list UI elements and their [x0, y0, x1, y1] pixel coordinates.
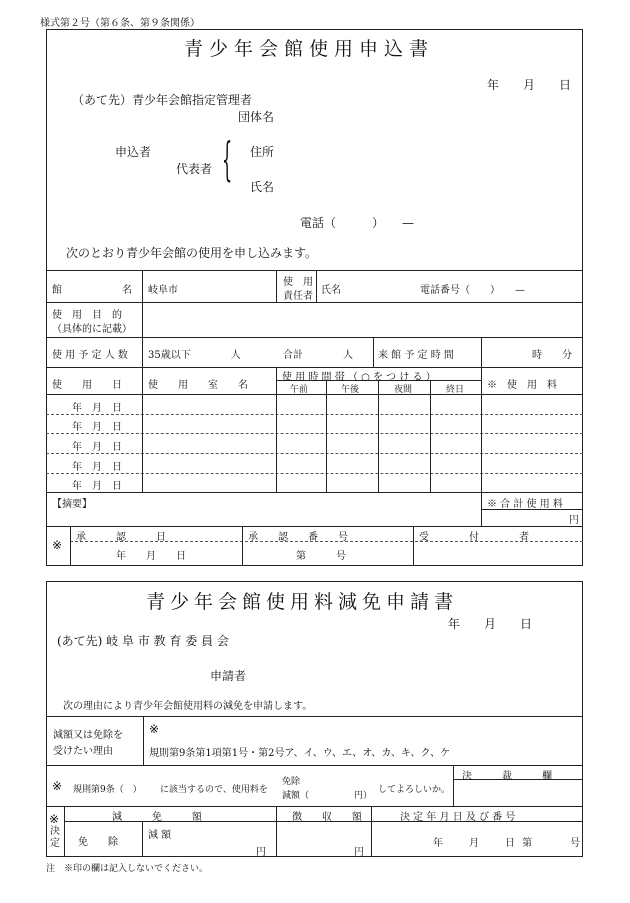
exemption-statement: 次の理由により青少年会館使用料の減免を申請します。 — [63, 701, 313, 712]
exemption-date: 年 月 日 — [448, 617, 533, 631]
exemption-label: 免 除 — [78, 837, 118, 848]
decision-date-value: 年 月 日 第 号 — [433, 838, 583, 849]
approval-date-value: 年 月 日 — [116, 551, 186, 562]
time-band-label: 使 用 時 間 帯 （ ○ を つ け る ） — [282, 372, 436, 383]
planned-count-label: 使 用 予 定 人 数 — [52, 350, 128, 361]
allday-label: 終日 — [446, 385, 465, 395]
date-row: 年 月 日 — [72, 442, 122, 453]
phone-label: 電話（ ） — — [300, 216, 415, 230]
clause-text: 規則第9条（ ） — [73, 785, 142, 795]
footnote: 注 ※印の欄は記入しないでください。 — [46, 864, 209, 874]
approval-mark: ※ — [52, 538, 63, 552]
application-form — [46, 29, 583, 566]
date-row: 年 月 日 — [72, 481, 122, 492]
approval-number-label: 承 認 番 号 — [248, 532, 348, 543]
exemption-addressee: (あて先) 岐 阜 市 教 育 委 員 会 — [57, 634, 229, 648]
decision-side-label: 決定 — [50, 826, 60, 849]
collected-yen: 円 — [354, 847, 364, 858]
org-name-label: 団体名 — [238, 110, 275, 124]
morning-label: 午前 — [290, 385, 309, 395]
manager-name-label: 氏名 — [321, 285, 341, 296]
fee-label: ※ 使 用 料 — [487, 380, 557, 391]
applicant-label: 申込者 — [115, 145, 152, 159]
reduction-yen: 円 — [256, 847, 266, 858]
hall-value: 岐阜市 — [148, 285, 178, 296]
reduction-label: 減 額 — [148, 830, 172, 841]
decision-date-label: 決 定 年 月 日 及 び 番 号 — [400, 812, 516, 823]
brace-icon: { — [222, 132, 233, 186]
date-row: 年 月 日 — [72, 403, 122, 414]
under35-count: 35歳以下 人 — [148, 350, 241, 361]
ok-text: してよろしいか。 — [378, 785, 451, 795]
reason-label-1: 減額又は免除を — [53, 730, 123, 741]
date-row: 年 月 日 — [72, 422, 122, 433]
hall-label: 館 名 — [52, 285, 132, 296]
name-label: 氏名 — [250, 180, 275, 194]
date-row: 年 月 日 — [72, 462, 122, 473]
received-by-label: 受 付 者 — [419, 532, 529, 543]
summary-label: 【摘要】 — [52, 499, 92, 510]
collected-amount-label: 徴 収 額 — [292, 812, 362, 823]
reason-text: 規則第9条第1項第1号・第2号ア、イ、ウ、エ、オ、カ、キ、ク、ケ — [149, 748, 451, 759]
exemption-applicant-label: 申請者 — [210, 669, 247, 683]
decision-mark: ※ — [49, 812, 60, 826]
room-label: 使 用 室 名 — [148, 380, 248, 391]
afternoon-label: 午後 — [341, 385, 360, 395]
form-number: 様式第２号（第６条、第９条関係） — [40, 18, 200, 29]
arrival-time-value: 時 分 — [532, 350, 572, 361]
application-title: 青少年会館使用申込書 — [184, 38, 435, 60]
reason-label-2: 受けたい理由 — [53, 746, 113, 757]
reason-mark: ※ — [149, 722, 160, 736]
total-fee-label: ※ 合 計 使 用 料 — [487, 499, 563, 510]
purpose-label: 使 用 目 的 — [52, 310, 122, 321]
reduce-word: 減額（ 円） — [282, 791, 373, 801]
purpose-sublabel: （具体的に記載） — [52, 324, 132, 335]
application-statement: 次のとおり青少年会館の使用を申し込みます。 — [66, 246, 318, 260]
approval-number-value: 第 号 — [296, 551, 346, 562]
exemption-title: 青少年会館使用料減免申請書 — [146, 591, 459, 613]
decision-label: 決 裁 欄 — [462, 771, 552, 782]
manager-label-2: 責任者 — [283, 291, 313, 302]
application-addressee: （あて先）青少年会館指定管理者 — [72, 93, 253, 107]
use-date-label: 使 用 日 — [52, 380, 122, 391]
approval-date-label: 承 認 日 — [76, 532, 166, 543]
clause-text-2: に該当するので、使用料を — [160, 785, 268, 795]
representative-label: 代表者 — [176, 162, 213, 176]
total-fee-yen: 円 — [569, 515, 579, 526]
manager-label-1: 使 用 — [283, 277, 313, 288]
exempt-word: 免除 — [282, 777, 301, 787]
total-count: 合計 人 — [283, 350, 353, 361]
arrival-time-label: 来 館 予 定 時 間 — [378, 350, 454, 361]
night-label: 夜間 — [394, 385, 413, 395]
address-label: 住所 — [250, 145, 275, 159]
clause-mark: ※ — [52, 779, 63, 793]
manager-phone-label: 電話番号（ ） — — [420, 285, 525, 296]
reduction-amount-label: 減 免 額 — [112, 812, 202, 823]
application-date: 年 月 日 — [487, 78, 572, 92]
